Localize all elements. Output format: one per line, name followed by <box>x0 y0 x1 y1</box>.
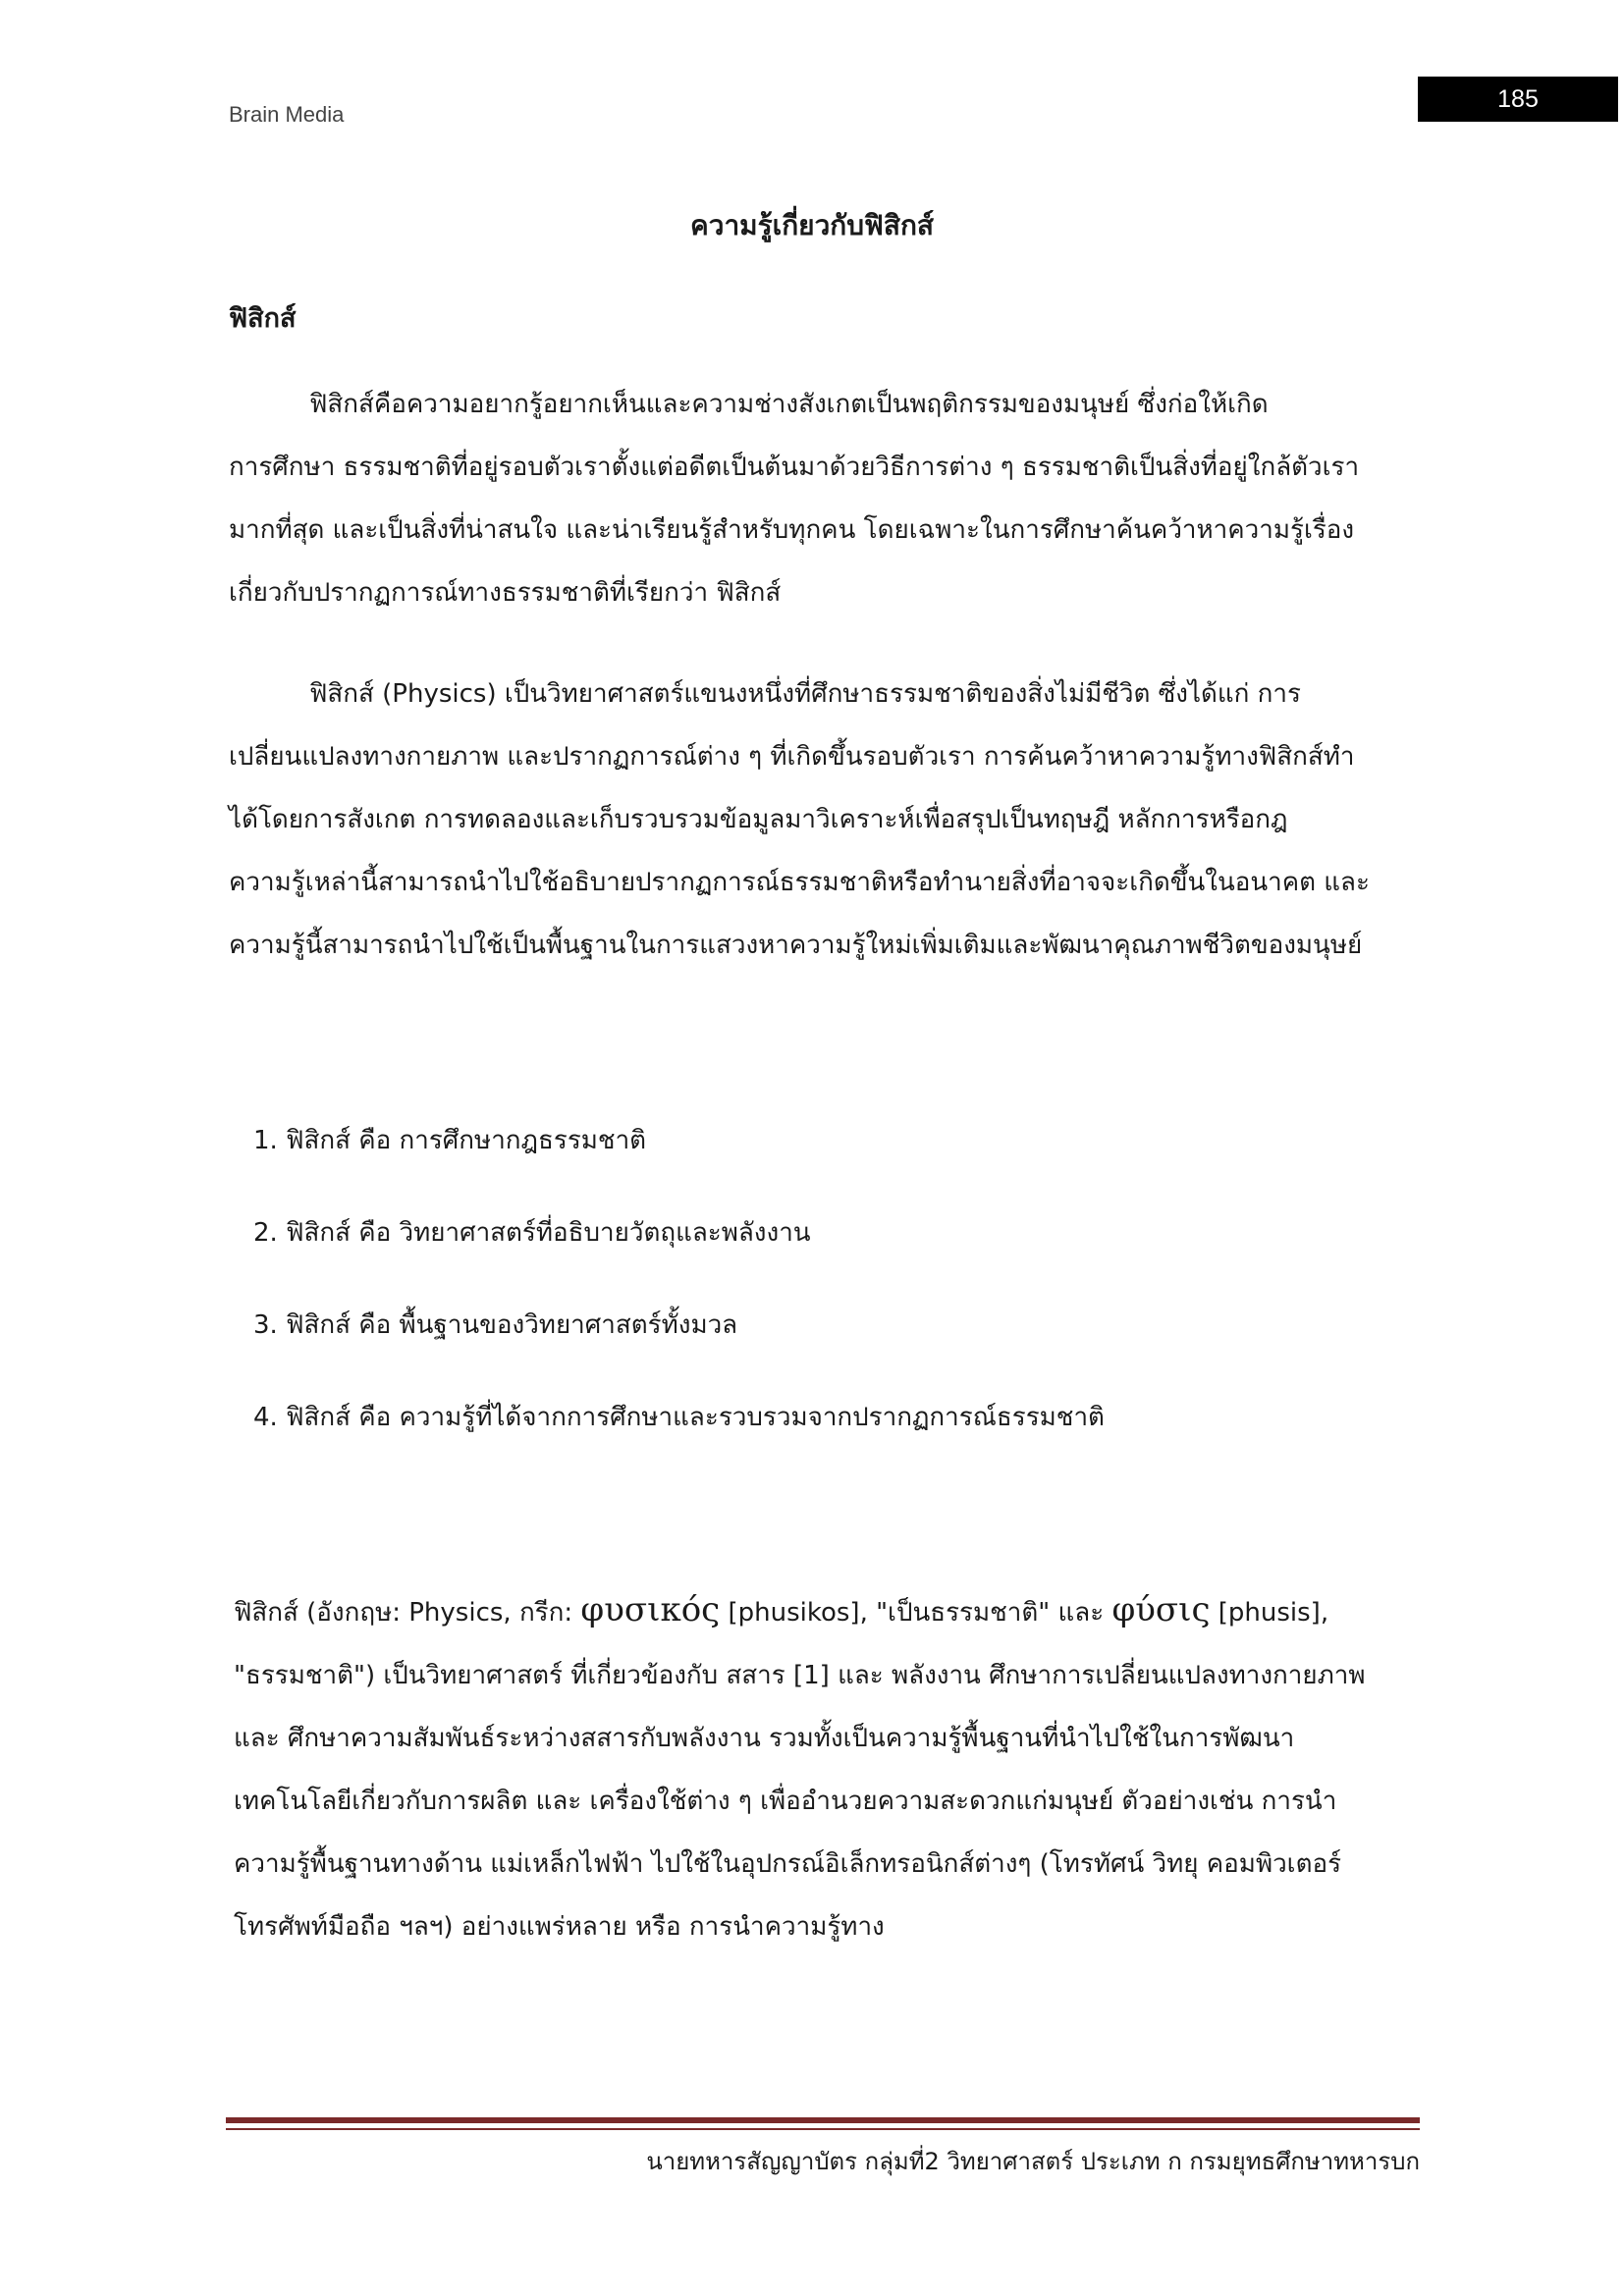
footer-caption: นายทหารสัญญาบัตร กลุ่มที่2 วิทยาศาสตร์ ประเภท ก กรมยุทธศึกษาทหารบก <box>646 2148 1420 2175</box>
paragraph-line: ความรู้นี้สามารถนำไปใช้เป็นพื้นฐานในการแสวงหาความรู้ใหม่เพิ่มเติมและพัฒนาคุณภาพชีวิตของมนุษย์ <box>229 931 1363 960</box>
list-item: 1. ฟิสิกส์ คือ การศึกษากฎธรรมชาติ <box>253 1126 647 1155</box>
etymology-text: [phusikos], "เป็นธรรมชาติ" และ <box>720 1598 1112 1628</box>
list-item: 4. ฟิสิกส์ คือ ความรู้ที่ได้จากการศึกษาและรวบรวมจากปรากฏการณ์ธรรมชาติ <box>253 1403 1105 1432</box>
page-number-badge: 185 <box>1418 77 1618 122</box>
paragraph-line: การศึกษา ธรรมชาติที่อยู่รอบตัวเราตั้งแต่อดีตเป็นต้นมาด้วยวิธีการต่าง ๆ ธรรมชาติเป็นสิ่งที่อยู่ใกล้ตัวเรา <box>229 453 1360 482</box>
paragraph-line: ฟิสิกส์คือความอยากรู้อยากเห็นและความช่างสังเกตเป็นพฤติกรรมของมนุษย์ ซึ่งก่อให้เกิด <box>309 390 1269 419</box>
list-item: 3. ฟิสิกส์ คือ พื้นฐานของวิทยาศาสตร์ทั้งมวล <box>253 1310 738 1340</box>
page-title: ความรู้เกี่ยวกับฟิสิกส์ <box>689 209 934 241</box>
definition-list <box>253 1109 1105 1478</box>
paragraph-line: เกี่ยวกับปรากฏการณ์ทางธรรมชาติที่เรียกว่า ฟิสิกส์ <box>229 578 782 608</box>
paragraph-etymology <box>234 1578 1422 1958</box>
paragraph-intro <box>229 373 1417 624</box>
footer-divider-thin <box>226 2128 1420 2130</box>
etymology-text: ฟิสิกส์ (อังกฤษ: Physics, กรีก: <box>234 1598 581 1628</box>
list-item: 2. ฟิสิกส์ คือ วิทยาศาสตร์ที่อธิบายวัตถุและพลังงาน <box>253 1218 811 1248</box>
paragraph-line: "ธรรมชาติ") เป็นวิทยาศาสตร์ ที่เกี่ยวข้องกับ สสาร [1] และ พลังงาน ศึกษาการเปลี่ยนแปลงทางกายภาพ <box>234 1661 1366 1690</box>
etymology-text: [phusis], <box>1210 1598 1329 1628</box>
paragraph-line: ความรู้พื้นฐานทางด้าน แม่เหล็กไฟฟ้า ไปใช้ในอุปกรณ์อิเล็กทรอนิกส์ต่างๆ (โทรทัศน์ วิทยุ คอมพิวเตอร์ <box>234 1849 1342 1879</box>
paragraph-line: เปลี่ยนแปลงทางกายภาพ และปรากฏการณ์ต่าง ๆ ที่เกิดขึ้นรอบตัวเรา การค้นคว้าหาความรู้ทางฟิสิกส์ทำ <box>229 742 1355 772</box>
paragraph-line: เทคโนโลยีเกี่ยวกับการผลิต และ เครื่องใช้ต่าง ๆ เพื่ออำนวยความสะดวกแก่มนุษย์ ตัวอย่างเช่น การนำ <box>234 1787 1337 1816</box>
paragraph-line: โทรศัพท์มือถือ ฯลฯ) อย่างแพร่หลาย หรือ การนำความรู้ทาง <box>234 1912 885 1942</box>
publisher-label: Brain Media <box>229 102 345 127</box>
paragraph-line: ความรู้เหล่านี้สามารถนำไปใช้อธิบายปรากฏการณ์ธรรมชาติหรือทำนายสิ่งที่อาจจะเกิดขึ้นในอนาคต และ <box>229 868 1370 897</box>
section-heading: ฟิสิกส์ <box>229 303 297 334</box>
paragraph-line <box>234 1578 1422 1644</box>
greek-word-phusis: φύσις <box>1111 1590 1211 1629</box>
greek-word-phusikos: φυσικός <box>580 1590 721 1629</box>
paragraph-line: ได้โดยการสังเกต การทดลองและเก็บรวบรวมข้อมูลมาวิเคราะห์เพื่อสรุปเป็นทฤษฎี หลักการหรือกฎ <box>229 805 1288 834</box>
paragraph-line: และ ศึกษาความสัมพันธ์ระหว่างสสารกับพลังงาน รวมทั้งเป็นความรู้พื้นฐานที่นำไปใช้ในการพัฒนา <box>234 1724 1295 1753</box>
footer-divider <box>226 2117 1420 2123</box>
paragraph-line: ฟิสิกส์ (Physics) เป็นวิทยาศาสตร์แขนงหนึ่งที่ศึกษาธรรมชาติของสิ่งไม่มีชีวิต ซึ่งได้แก่ การ <box>309 679 1301 709</box>
paragraph-line: มากที่สุด และเป็นสิ่งที่น่าสนใจ และน่าเรียนรู้สำหรับทุกคน โดยเฉพาะในการศึกษาค้นคว้าหาความรู้เรื่อง <box>229 515 1355 545</box>
paragraph-definition <box>229 663 1417 977</box>
